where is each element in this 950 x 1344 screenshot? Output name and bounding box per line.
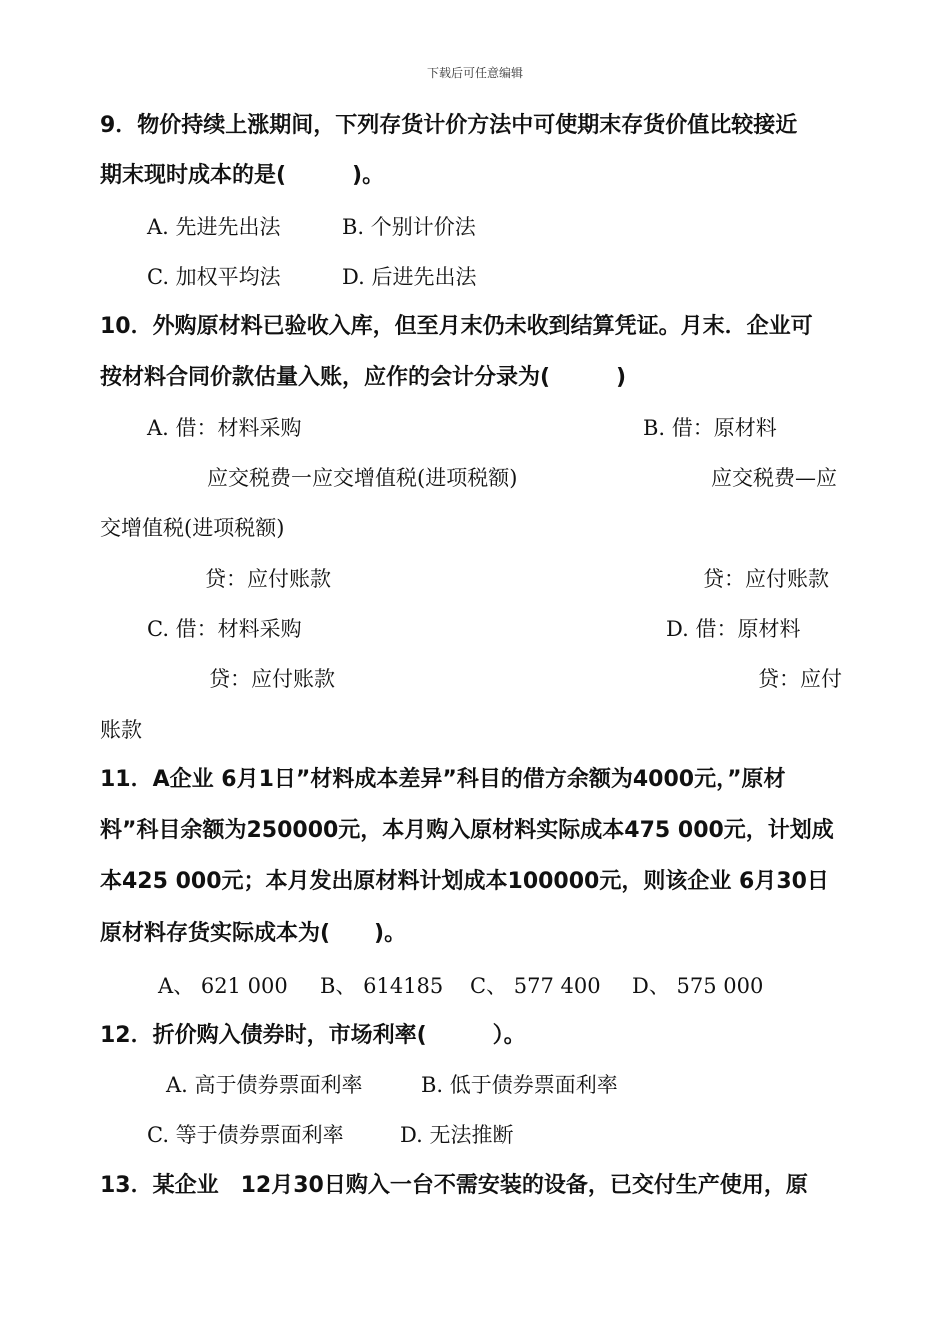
q10-option-a-tax: 应交税费一应交增值税(进项税额) — [207, 466, 518, 490]
q9-option-c: C. 加权平均法 — [147, 265, 281, 289]
q9-option-a: A. 先进先出法 — [147, 215, 281, 239]
q9-option-d: D. 后进先出法 — [342, 265, 477, 289]
q10-line-2: 按材料合同价款估量入账，应作的会计分录为( ) — [100, 365, 627, 390]
q9-line-2: 期末现时成本的是( )。 — [100, 163, 385, 188]
q10-option-d-debit: D. 借：原材料 — [666, 617, 801, 641]
q11-line-3: 本425 000元；本月发出原材料计划成本100000元，则该企业 6月30日 — [100, 869, 829, 894]
q12-option-b: B. 低于债券票面利率 — [421, 1073, 618, 1097]
q9-option-b: B. 个别计价法 — [342, 215, 476, 239]
q10-option-a-debit: A. 借：材料采购 — [147, 416, 302, 440]
q12-line-1: 12．折价购入债券时，市场利率( ）。 — [100, 1023, 526, 1048]
q10-option-b-tax-1: 应交税费—应 — [711, 466, 837, 490]
q10-option-b-debit: B. 借：原材料 — [643, 416, 777, 440]
q11-option-a: A、 621 000 — [158, 974, 288, 998]
q11-line-4: 原材料存货实际成本为( )。 — [100, 921, 407, 946]
q11-option-d: D、 575 000 — [632, 974, 764, 998]
page-header: 下载后可任意编辑 — [426, 66, 523, 80]
q9-line-1: 9．物价持续上涨期间，下列存货计价方法中可使期末存货价值比较接近 — [100, 113, 798, 138]
q10-option-b-credit: 贷：应付账款 — [703, 567, 829, 591]
q12-option-c: C. 等于债券票面利率 — [147, 1123, 344, 1147]
q11-line-1: 11．A企业 6月1日”材料成本差异”科目的借方余额为4000元，”原材 — [100, 767, 786, 792]
q13-line-1: 13．某企业 12月30日购入一台不需安装的设备，已交付生产使用，原 — [100, 1173, 808, 1198]
q10-option-c-debit: C. 借：材料采购 — [147, 617, 302, 641]
q11-line-2: 料”科目余额为250000元，本月购入原材料实际成本475 000元，计划成 — [100, 818, 834, 843]
q11-option-b: B、 614185 — [320, 974, 444, 998]
q10-option-a-credit: 贷：应付账款 — [205, 567, 331, 591]
q12-option-d: D. 无法推断 — [400, 1123, 514, 1147]
q12-option-a: A. 高于债券票面利率 — [166, 1073, 363, 1097]
q10-line-1: 10．外购原材料已验收入库，但至月末仍未收到结算凭证。月末．企业可 — [100, 314, 813, 339]
q10-option-d-credit-2: 账款 — [100, 718, 142, 742]
q10-option-d-credit-1: 贷：应付 — [758, 667, 842, 691]
q11-option-c: C、 577 400 — [470, 974, 601, 998]
q10-option-c-credit: 贷：应付账款 — [209, 667, 335, 691]
q10-option-b-tax-2: 交增值税(进项税额) — [100, 516, 285, 540]
